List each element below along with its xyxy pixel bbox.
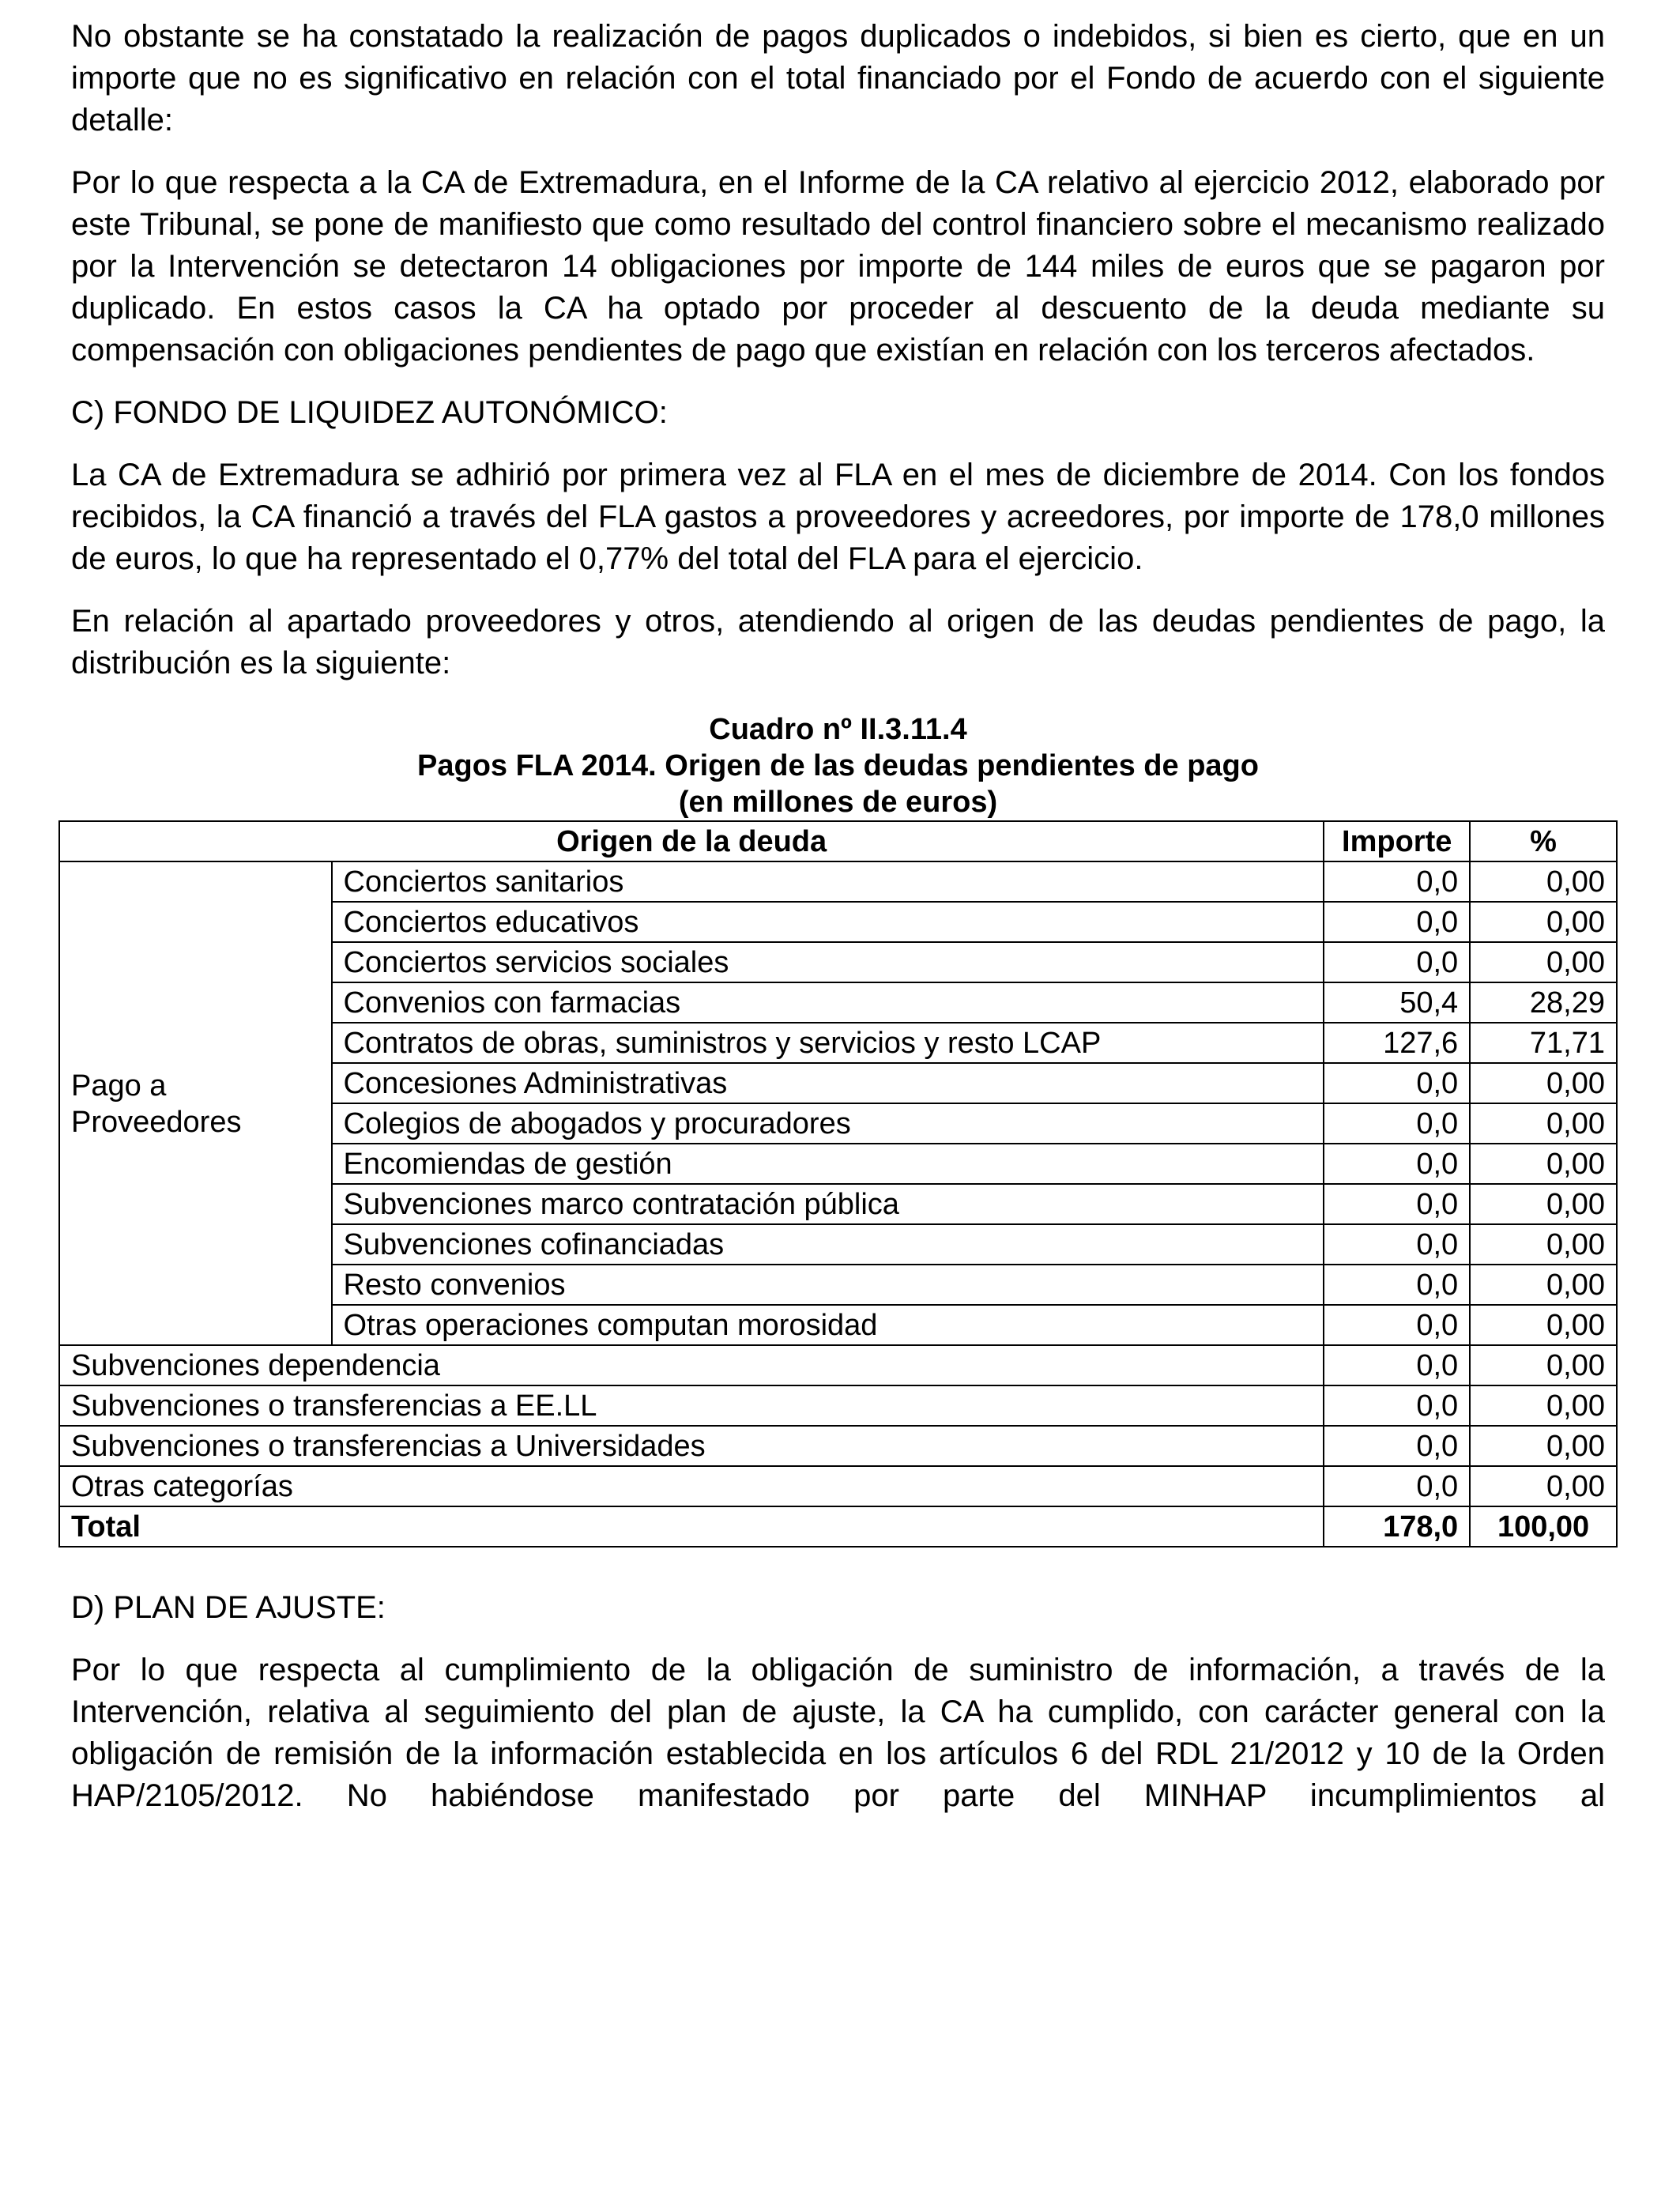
paragraph-distribution-intro: En relación al apartado proveedores y otros, atendiendo al origen de las deudas pendientes de pago, la distribución es la siguiente: bbox=[71, 604, 1605, 680]
row-pct: 71,71 bbox=[1470, 1023, 1617, 1063]
row-label: Subvenciones dependencia bbox=[59, 1345, 1324, 1385]
row-pct: 0,00 bbox=[1470, 1345, 1617, 1385]
row-label: Resto convenios bbox=[332, 1265, 1324, 1305]
fla-debt-origin-table bbox=[58, 820, 1618, 1547]
row-amount: 0,0 bbox=[1324, 1063, 1470, 1103]
row-pct: 0,00 bbox=[1470, 902, 1617, 942]
row-pct: 0,00 bbox=[1470, 1305, 1617, 1345]
header-pct: % bbox=[1470, 821, 1617, 861]
row-label: Otras categorías bbox=[59, 1466, 1324, 1506]
table-caption-units: (en millones de euros) bbox=[678, 786, 998, 819]
row-amount: 0,0 bbox=[1324, 902, 1470, 942]
paragraph-extremadura-report: Por lo que respecta a la CA de Extremadura, en el Informe de la CA relativo al ejercicio 2012, elaborado por este Tribunal, se pone de manifiesto que como resultado del control financiero sobre el mecanismo realizado por la Intervención se detectaron 14 obligaciones por importe de 144 miles de euros que se pagaron por duplicado. En estos casos la CA ha optado por proceder al descuento de la deuda mediante su compensación con obligaciones pendientes de pago que existían en relación con los terceros afectados. bbox=[71, 165, 1605, 368]
total-pct: 100,00 bbox=[1470, 1506, 1617, 1547]
row-pct: 28,29 bbox=[1470, 982, 1617, 1023]
row-label: Contratos de obras, suministros y servicios y resto LCAP bbox=[332, 1023, 1324, 1063]
row-label: Colegios de abogados y procuradores bbox=[332, 1103, 1324, 1144]
table-row bbox=[59, 861, 1617, 902]
row-label: Conciertos servicios sociales bbox=[332, 942, 1324, 982]
row-amount: 0,0 bbox=[1324, 1305, 1470, 1345]
row-label: Encomiendas de gestión bbox=[332, 1144, 1324, 1184]
row-pct: 0,00 bbox=[1470, 1426, 1617, 1466]
group-label-line: Proveedores bbox=[71, 1105, 242, 1139]
row-label: Subvenciones cofinanciadas bbox=[332, 1224, 1324, 1265]
row-label: Subvenciones marco contratación pública bbox=[332, 1184, 1324, 1224]
row-label: Convenios con farmacias bbox=[332, 982, 1324, 1023]
row-pct: 0,00 bbox=[1470, 861, 1617, 902]
row-pct: 0,00 bbox=[1470, 1224, 1617, 1265]
total-label: Total bbox=[59, 1506, 1324, 1547]
table-row bbox=[59, 1426, 1617, 1466]
row-amount: 0,0 bbox=[1324, 1144, 1470, 1184]
row-amount: 0,0 bbox=[1324, 1184, 1470, 1224]
table-caption bbox=[71, 711, 1605, 820]
row-amount: 0,0 bbox=[1324, 1103, 1470, 1144]
row-label: Subvenciones o transferencias a EE.LL bbox=[59, 1385, 1324, 1426]
header-amount: Importe bbox=[1324, 821, 1470, 861]
row-pct: 0,00 bbox=[1470, 1103, 1617, 1144]
row-label: Subvenciones o transferencias a Universidades bbox=[59, 1426, 1324, 1466]
section-heading-fla: C) FONDO DE LIQUIDEZ AUTONÓMICO: bbox=[71, 395, 668, 430]
row-pct: 0,00 bbox=[1470, 1184, 1617, 1224]
table-total-row bbox=[59, 1506, 1617, 1547]
paragraph-fla-adhesion: La CA de Extremadura se adhirió por primera vez al FLA en el mes de diciembre de 2014. Con los fondos recibidos, la CA financió a través del FLA gastos a proveedores y acreedores, por importe de 178,0 millones de euros, lo que ha representado el 0,77% del total del FLA para el ejercicio. bbox=[71, 458, 1605, 576]
header-origin: Origen de la deuda bbox=[59, 821, 1324, 861]
row-pct: 0,00 bbox=[1470, 1144, 1617, 1184]
section-heading-plan-ajuste: D) PLAN DE AJUSTE: bbox=[71, 1590, 386, 1625]
paragraph-plan-ajuste: Por lo que respecta al cumplimiento de la obligación de suministro de información, a través de la Intervención, relativa al seguimiento del plan de ajuste, la CA ha cumplido, con carácter general con la obligación de remisión de la información establecida en los artículos 6 del RDL 21/2012 y 10 de la Orden HAP/2105/2012. No habiéndose manifestado por parte del MINHAP incumplimientos al bbox=[71, 1653, 1605, 1813]
row-pct: 0,00 bbox=[1470, 1385, 1617, 1426]
row-label: Otras operaciones computan morosidad bbox=[332, 1305, 1324, 1345]
paragraph-duplicate-payments: No obstante se ha constatado la realización de pagos duplicados o indebidos, si bien es cierto, que en un importe que no es significativo en relación con el total financiado por el Fondo de acuerdo con el siguiente detalle: bbox=[71, 19, 1605, 138]
table-caption-title: Pagos FLA 2014. Origen de las deudas pendientes de pago bbox=[417, 749, 1259, 782]
row-amount: 0,0 bbox=[1324, 1224, 1470, 1265]
row-amount: 0,0 bbox=[1324, 1385, 1470, 1426]
row-label: Conciertos sanitarios bbox=[332, 861, 1324, 902]
row-label: Concesiones Administrativas bbox=[332, 1063, 1324, 1103]
group-label-pago-proveedores bbox=[59, 861, 332, 1345]
table-row bbox=[59, 1466, 1617, 1506]
table-header-row bbox=[59, 821, 1617, 861]
row-amount: 0,0 bbox=[1324, 1466, 1470, 1506]
row-amount: 50,4 bbox=[1324, 982, 1470, 1023]
table-row bbox=[59, 1385, 1617, 1426]
total-amount: 178,0 bbox=[1324, 1506, 1470, 1547]
row-amount: 127,6 bbox=[1324, 1023, 1470, 1063]
row-label: Conciertos educativos bbox=[332, 902, 1324, 942]
row-amount: 0,0 bbox=[1324, 861, 1470, 902]
row-amount: 0,0 bbox=[1324, 1426, 1470, 1466]
row-pct: 0,00 bbox=[1470, 942, 1617, 982]
document-page bbox=[71, 16, 1605, 1838]
row-amount: 0,0 bbox=[1324, 1265, 1470, 1305]
row-pct: 0,00 bbox=[1470, 1466, 1617, 1506]
group-label-line: Pago a bbox=[71, 1069, 167, 1103]
row-amount: 0,0 bbox=[1324, 1345, 1470, 1385]
row-pct: 0,00 bbox=[1470, 1063, 1617, 1103]
table-row bbox=[59, 1345, 1617, 1385]
row-amount: 0,0 bbox=[1324, 942, 1470, 982]
row-pct: 0,00 bbox=[1470, 1265, 1617, 1305]
table-caption-number: Cuadro nº II.3.11.4 bbox=[709, 713, 967, 746]
